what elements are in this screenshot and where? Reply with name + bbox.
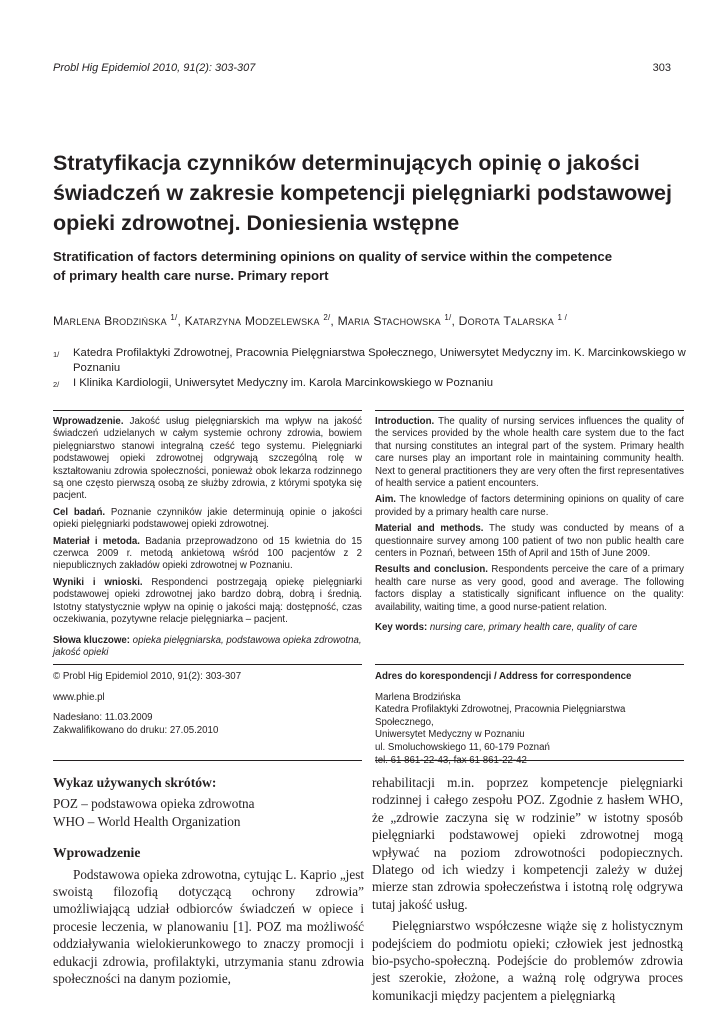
keywords-english [375, 622, 684, 634]
citation: © Probl Hig Epidemiol 2010, 91(2): 303-307 [53, 671, 242, 682]
author-separator: , [330, 314, 338, 329]
body-paragraph: Podstawowa opieka zdrowotna, cytując L. Kaprio „jest swoistą filozofią dotyczącą ochrony zdrowia” umożliwiającą udział odbiorców świadczeń w opiece i procesie leczenia, w planowaniu [1]. POZ ma możliwość oddziaływania wielokierunkowego to znaczy promocji i edukacji zdrowia, profilaktyki, utrzymania stanu zdrowia społeczności na danym poziomie, [53, 866, 364, 987]
abstract-text: The knowledge of factors determining opinions on quality of care provided by a primary health care nurse. [375, 494, 684, 518]
divider [53, 760, 362, 761]
correspondence-line: Katedra Profilaktyki Zdrowotnej, Pracownia Pielęgniarstwa Społecznego, [375, 704, 626, 728]
abstract-paragraph [53, 536, 362, 573]
section-heading-introduction: Wprowadzenie [53, 845, 141, 861]
author-name: Dorota Talarska [458, 314, 554, 329]
journal-url[interactable]: www.phie.pl [53, 691, 105, 703]
abstract-heading: Introduction. [375, 416, 435, 427]
abbreviation-item: POZ – podstawowa opieka zdrowotna [53, 796, 255, 812]
abstract-heading: Cel badań. [53, 506, 106, 518]
abstract-paragraph [375, 523, 684, 560]
author-affiliation-mark: 2/ [323, 313, 331, 322]
abstract-paragraph [375, 494, 684, 519]
author-name: Maria Stachowska [337, 314, 441, 329]
abstract-heading: Material and methods. [375, 523, 484, 535]
author-list [53, 313, 678, 328]
journal-citation-header: Probl Hig Epidemiol 2010, 91(2): 303-307 [53, 62, 256, 74]
abstract-paragraph [375, 416, 684, 490]
divider [375, 410, 684, 411]
correspondence-line: Uniwersytet Medyczny w Poznaniu [375, 729, 525, 741]
correspondence-line: tel. 61 861-22-43, fax 61 861-22-42 [375, 754, 527, 766]
abstract-heading: Results and conclusion. [375, 564, 488, 576]
abstract-text: The quality of nursing services influences the quality of the services provided by the whole health care system due to the fact that nursing constitutes an integral part of the system. Primary health care nurses play an important role in maintaining community health. Next to general practitioners they are very often the first representatives of health service a patient encounters. [375, 416, 684, 490]
affiliation-item [53, 346, 693, 376]
publication-info [53, 671, 362, 737]
abstract-paragraph [53, 416, 362, 503]
divider [375, 664, 684, 665]
author-name: Marlena Brodzińska [53, 314, 167, 329]
author-affiliation-mark: 1/ [444, 313, 452, 322]
body-paragraph: rehabilitacji m.in. poprzez kompetencje pielęgniarki rodzinnej i całego zespołu POZ. Zgodnie z hasłem WHO, że „zdrowie zaczyna się w rodzinie” w istotny sposób pielęgniarki podstawowej opieki zdrowotnej mogą wpływać na poziom zdrowotności podopiecznych. Dlatego od ich wiedzy i kompetencji zależy w dużej mierze stan zdrowia społeczeństwa i istotną rolę odgrywa tutaj jakość usług. [372, 775, 683, 912]
keywords-label: Słowa kluczowe: [53, 634, 130, 646]
article-title [53, 148, 678, 238]
abstract-english [375, 416, 684, 639]
abstract-paragraph [375, 564, 684, 614]
subtitle-line: Stratification of factors determining opinions on quality of service within the competence [53, 249, 613, 264]
abstract-text: Respondenci postrzegają opiekę pielęgniarki podstawowej opieki zdrowotnej jako bardzo dobrą, dobrą i średnią. Istotny statystycznie wpływ na opinię o jakości mają: dostępność, czas oczekiwania, pozytywne relacje pielęgniarka – pacjent. [53, 576, 362, 626]
accepted-date: Zakwalifikowano do druku: 27.05.2010 [53, 724, 219, 736]
title-line: Stratyfikacja czynników determinujących opinię o jakości [53, 151, 640, 175]
abstract-heading: Wyniki i wnioski. [53, 576, 143, 588]
author-affiliation-mark: 1/ [170, 313, 178, 322]
abstract-text: Badania przeprowadzono od 15 kwietnia do 15 czerwca 2009 r. metodą ankietową wśród 100 pacjentów z 2 niepublicznych zakładów opieki zdrowotnej w Poznaniu. [53, 535, 362, 572]
abstract-text: Poznanie czynników jakie determinują opinie o jakości opieki pielęgniarki podstawowej opieki zdrowotnej. [53, 506, 362, 531]
body-column-left [53, 774, 364, 987]
abstract-text: Respondents perceive the care of a primary health care nurse as very good, good and average. The following factors display a statistically significant influence on the quality: availability, waiting time, a good nurse-patient relation. [375, 564, 684, 613]
author-affiliation-mark: 1 / [557, 313, 568, 322]
correspondence-info [375, 671, 684, 767]
divider [53, 664, 362, 665]
affiliation-text: Katedra Profilaktyki Zdrowotnej, Pracownia Pielęgniarstwa Społecznego, Uniwersytet Medyczny im. K. Marcinkowskiego w Poznaniu [73, 347, 686, 374]
body-column-right [372, 774, 683, 1004]
affiliation-number: 1/ [53, 350, 60, 359]
affiliation-item [53, 376, 693, 392]
abstract-text: The study was conducted by means of a questionnaire survey among 100 patient of two non public health care centers in Poznań, between 15th of April and 15th of June 2009. [375, 523, 684, 560]
author-separator: , [177, 314, 185, 329]
abstract-paragraph [53, 507, 362, 532]
affiliation-number: 2/ [53, 380, 60, 389]
page-number: 303 [652, 62, 671, 74]
abstract-heading: Wprowadzenie. [53, 416, 124, 427]
article-subtitle-english [53, 247, 678, 285]
received-date: Nadesłano: 11.03.2009 [53, 712, 153, 724]
abstract-paragraph [53, 577, 362, 627]
abstract-polish [53, 416, 362, 663]
abstract-heading: Aim. [375, 494, 396, 506]
correspondence-line: Marlena Brodzińska [375, 691, 461, 703]
correspondence-line: ul. Smoluchowskiego 11, 60-179 Poznań [375, 741, 550, 753]
abstract-heading: Materiał i metoda. [53, 535, 140, 547]
abstract-text: Jakość usług pielęgniarskich ma wpływ na jakość świadczeń udzielanych w całym systemie ochrony zdrowia, bowiem pielęgniarstwo stanowi integralną cześć tego systemu. Pielęgniarki podstawowej opieki zdrowotnej odgrywają szczególną rolę w kształtowaniu zdrowia społeczności, ponieważ obok lekarza rodzinnego są one często pierwszą osobą ze służby zdrowia, z którymi spotyka się pacjent. [53, 416, 362, 502]
divider [53, 410, 362, 411]
abbreviation-item: WHO – World Health Organization [53, 813, 241, 829]
title-line: świadczeń w zakresie kompetencji pielęgniarki podstawowej [53, 181, 672, 205]
keywords-text: nursing care, primary health care, quality of care [427, 622, 638, 634]
correspondence-heading: Adres do korespondencji / Address for correspondence [375, 671, 632, 682]
divider [375, 760, 684, 761]
keywords-text: opieka pielęgniarska, podstawowa opieka zdrowotna, jakość opieki [53, 634, 362, 658]
affiliation-text: I Klinika Kardiologii, Uniwersytet Medyczny im. Karola Marcinkowskiego w Poznaniu [73, 377, 494, 389]
body-paragraph: Pielęgniarstwo współczesne wiąże się z holistycznym podejściem do podmiotu opieki; człowiek jest jednostką bio-psycho-społeczną. Podejście do problemów zdrowia jest szerokie, złożone, a ważną rolę odgrywa proces komunikacji między pacjentem a pielęgniarką [372, 918, 683, 1003]
author-name: Katarzyna Modzelewska [184, 314, 320, 329]
keywords-polish [53, 635, 362, 660]
subtitle-line: of primary health care nurse. Primary report [53, 268, 329, 283]
abbreviations-heading: Wykaz używanych skrótów: [53, 775, 217, 790]
title-line: opieki zdrowotnej. Doniesienia wstępne [53, 211, 460, 235]
author-separator: , [451, 314, 459, 329]
keywords-label: Key words: [375, 622, 428, 634]
affiliations [53, 346, 693, 392]
